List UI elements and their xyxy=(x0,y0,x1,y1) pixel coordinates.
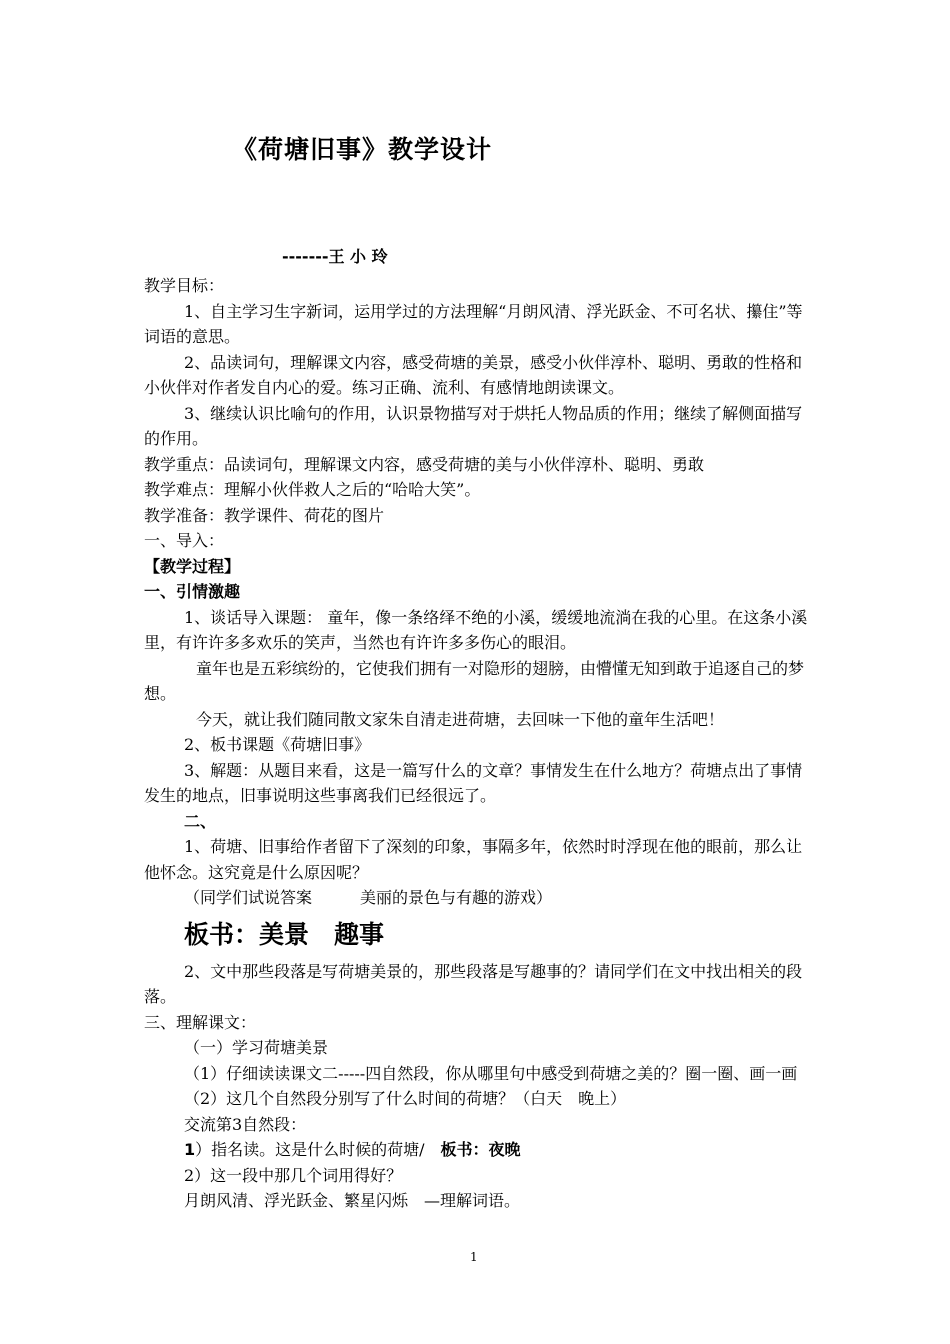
intro-heading: 一、导入： xyxy=(144,531,225,550)
section-1-paragraph-4: 2、板书课题《荷塘旧事》 xyxy=(184,735,371,754)
section-1-paragraph-2: 童年也是五彩缤纷的，它使我们拥有一对隐形的翅膀，由懵懂无知到敢于追逐自己的梦想。 xyxy=(144,658,805,703)
board-writing: 板书：美景 趣事 xyxy=(184,919,385,949)
section-1-paragraph-5: 3、解题：从题目来看，这是一篇写什么的文章？事情发生在什么地方？荷塘点出了事情发生的地点，旧事说明这些事离我们已经很远了。 xyxy=(144,760,803,805)
section-3-heading: 三、理解课文： xyxy=(144,1012,257,1032)
item-1-number: 1 xyxy=(184,1140,196,1159)
author-line: -------王 小 玲 xyxy=(282,247,388,266)
document-body xyxy=(144,273,816,1214)
process-heading: 【教学过程】 xyxy=(144,556,241,576)
preparation: 教学准备：教学课件、荷花的图片 xyxy=(144,505,385,525)
item-1-board: 板书：夜晚 xyxy=(440,1140,521,1159)
page-number: 1 xyxy=(470,1250,478,1264)
goal-1: 1、自主学习生字新词，运用学过的方法理解“月朗风清、浮光跃金、不可名状、攥住”等词语的意思。 xyxy=(144,301,803,346)
goal-2: 2、品读词句，理解课文内容，感受荷塘的美景，感受小伙伴淳朴、聪明、勇敢的性格和小伙伴对作者发自内心的爱。练习正确、流利、有感情地朗读课文。 xyxy=(144,352,803,397)
difficulty: 教学难点：理解小伙伴救人之后的“哈哈大笑”。 xyxy=(144,480,481,499)
exchange-heading: 交流第3自然段： xyxy=(184,1114,307,1134)
item-3: 月朗风清、浮光跃金、繁星闪烁 —理解词语。 xyxy=(184,1191,521,1210)
section-2-heading: 二、 xyxy=(184,811,217,831)
section-1-heading: 一、引情激趣 xyxy=(144,582,241,601)
section-2-paragraph-1: 1、荷塘、旧事给作者留下了深刻的印象，事隔多年，依然时时浮现在他的眼前，那么让他怀念。这究竟是什么原因呢？ xyxy=(144,837,803,882)
section-1-paragraph-1: 1、谈话导入课题： 童年，像一条络绎不绝的小溪，缓缓地流淌在我的心里。在这条小溪里，有许许多多欢乐的笑声，当然也有许许多多伤心的眼泪。 xyxy=(144,607,808,652)
goals-heading: 教学目标： xyxy=(144,276,225,295)
document-title: 《荷塘旧事》教学设计 xyxy=(232,135,493,164)
section-1-paragraph-3: 今天，就让我们随同散文家朱自清走进荷塘，去回味一下他的童年生活吧！ xyxy=(196,709,725,729)
section-2-paragraph-3: 2、文中那些段落是写荷塘美景的，那些段落是写趣事的？请同学们在文中找出相关的段落。 xyxy=(144,961,803,1006)
question-2: （2）这几个自然段分别写了什么时间的荷塘？（白天 晚上） xyxy=(184,1089,627,1108)
key-point: 教学重点：品读词句，理解课文内容，感受荷塘的美与小伙伴淳朴、聪明、勇敢 xyxy=(144,454,705,474)
item-1-text: ）指名读。这是什么时候的荷塘/ xyxy=(195,1140,441,1159)
question-1: （1）仔细读读课文二-----四自然段，你从哪里句中感受到荷塘之美的？圈一圈、画一画 xyxy=(184,1063,798,1083)
goal-3: 3、继续认识比喻句的作用，认识景物描写对于烘托人物品质的作用；继续了解侧面描写的作用。 xyxy=(144,403,803,448)
subsection-1-heading: （一）学习荷塘美景 xyxy=(184,1038,329,1057)
section-2-paragraph-2: （同学们试说答案 美丽的景色与有趣的游戏） xyxy=(184,888,553,907)
item-2: 2）这一段中那几个词用得好？ xyxy=(184,1165,403,1185)
item-1 xyxy=(144,1137,816,1163)
